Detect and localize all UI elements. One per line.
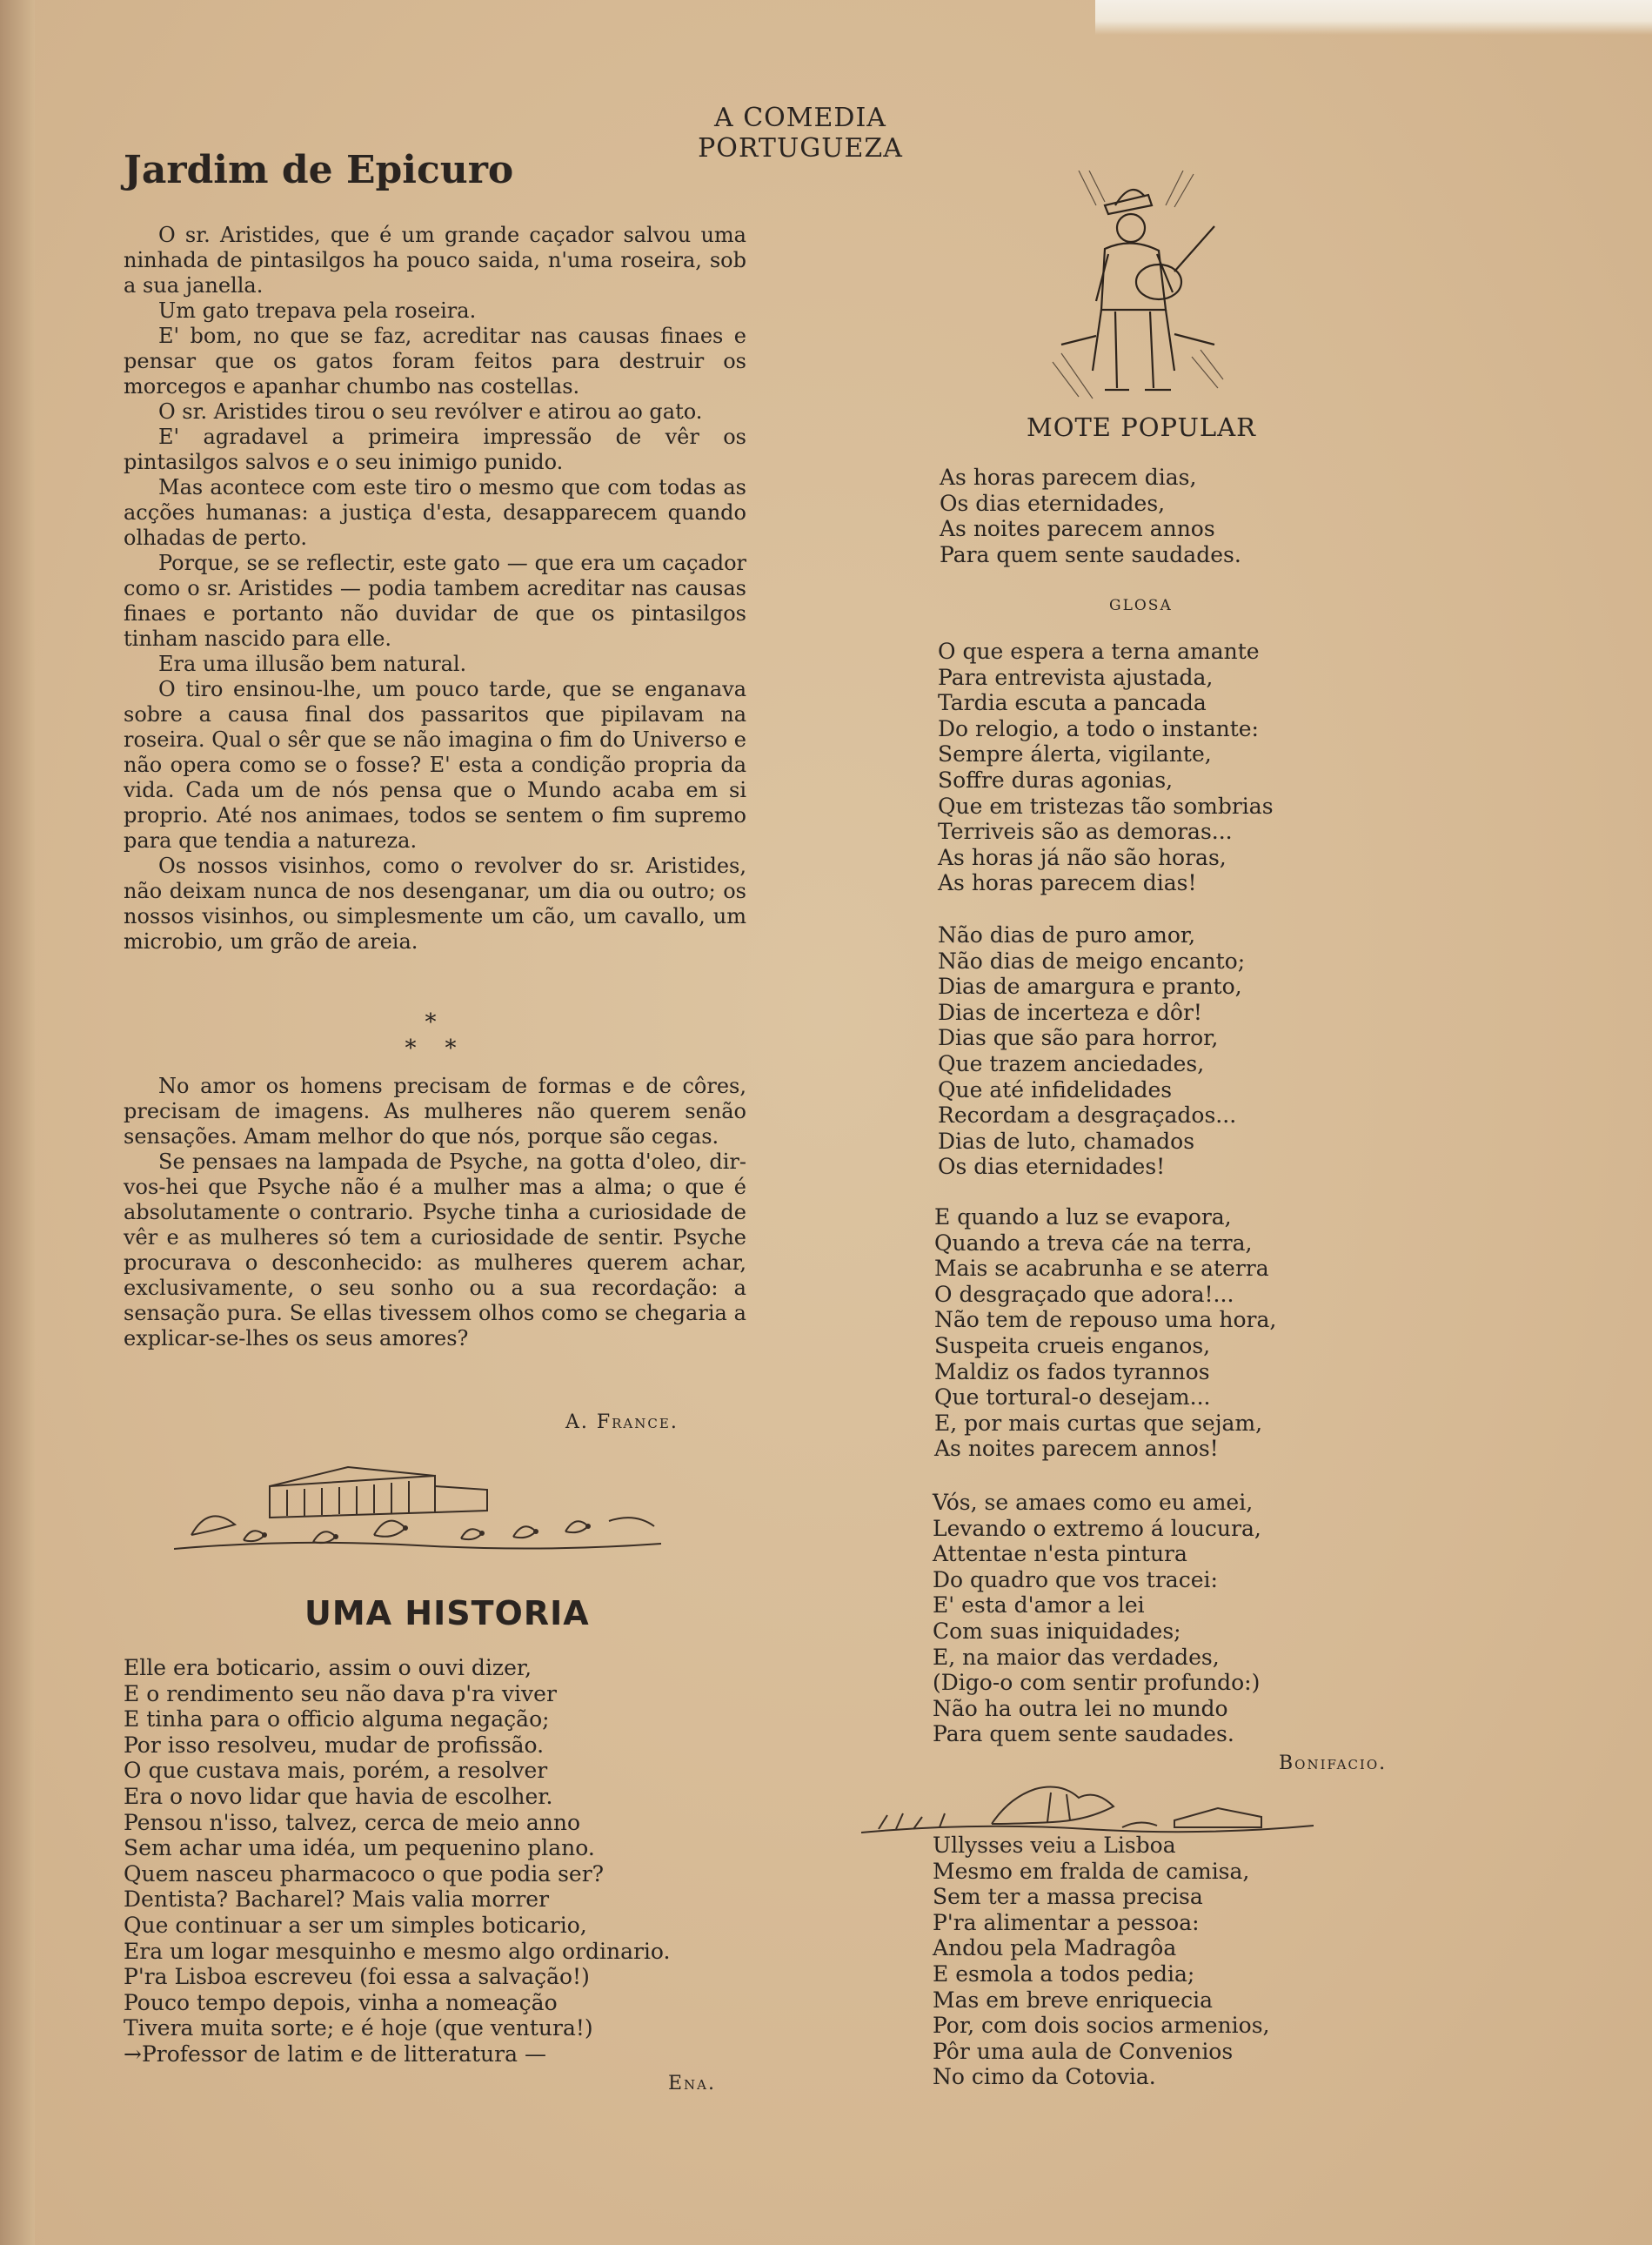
verse-line: Dias de amargura e pranto,: [938, 974, 1242, 1000]
page-gutter: [0, 0, 35, 2245]
verse-line: Não tem de repouso uma hora,: [934, 1307, 1277, 1333]
verse-line: E, na maior das verdades,: [933, 1644, 1220, 1670]
verse-line: Suspeita crueis enganos,: [934, 1332, 1211, 1358]
mote-title: MOTE POPULAR: [1027, 412, 1256, 442]
ullysses-poem: [933, 1833, 1269, 2090]
glosa-stanza-3: [934, 1204, 1276, 1462]
verse-line: Maldiz os fados tyrannos: [934, 1358, 1210, 1384]
verse-line: Ullysses veiu a Lisboa: [933, 1833, 1176, 1858]
verse-line: Andou pela Madragôa: [933, 1935, 1177, 1961]
verse-line: Era o novo lidar que havia de escolher.: [124, 1783, 553, 1809]
paragraph: Mas acontece com este tiro o mesmo que com todas as acções humanas: a justiça d'esta, desapparecem quando olhadas de perto.: [124, 475, 746, 550]
verse-line: Do relogio, a todo o instante:: [938, 715, 1259, 741]
verse-line: Tivera muita sorte; e é hoje (que ventura!): [124, 2015, 593, 2041]
verse-line: Vós, se amaes como eu amei,: [933, 1490, 1254, 1515]
epicuro-signature: A. France.: [565, 1411, 679, 1433]
verse-line: Que até infidelidades: [938, 1076, 1173, 1102]
verse-line: Dias de luto, chamados: [938, 1128, 1195, 1154]
paragraph: Um gato trepava pela roseira.: [158, 298, 477, 323]
verse-line: Pensou n'isso, talvez, cerca de meio anno: [124, 1809, 581, 1835]
paragraph: Era uma illusão bem natural.: [158, 652, 467, 676]
verse-line: Não ha outra lei no mundo: [933, 1695, 1228, 1721]
verse-line: Attentae n'esta pintura: [933, 1541, 1187, 1567]
glosa-stanza-1: [938, 639, 1274, 896]
verse-line: P'ra alimentar a pessoa:: [933, 1909, 1200, 1935]
glosa-stanza-2: [938, 922, 1245, 1180]
verse-line: Que em tristezas tão sombrias: [938, 793, 1274, 819]
verse-line: Sem ter a massa precisa: [933, 1884, 1203, 1910]
paragraph: O sr. Aristides tirou o seu revólver e atirou ao gato.: [158, 399, 703, 424]
epicuro-body-2: [124, 1074, 746, 1351]
verse-line: Dentista? Bacharel? Mais valia morrer: [124, 1886, 550, 1913]
farmyard-illustration: [174, 1451, 661, 1565]
verse-line: Dias de incerteza e dôr!: [938, 999, 1202, 1025]
verse-line: Que continuar a ser um simples boticario,: [124, 1912, 587, 1938]
verse-line: E' esta d'amor a lei: [933, 1592, 1145, 1618]
verse-line: E esmola a todos pedia;: [933, 1960, 1195, 1987]
verse-line: Mais se acabrunha e se aterra: [934, 1256, 1269, 1282]
verse-line: Para entrevista ajustada,: [938, 664, 1214, 690]
paragraph: Os nossos visinhos, como o revolver do sr. Aristides, não deixam nunca de nos desenganar, um dia ou outro; os nossos visinhos, ou simplesmente um cão, um cavallo, um microbio, um grão de areia.: [124, 854, 746, 954]
verse-line: E quando a luz se evapora,: [934, 1204, 1232, 1230]
historia-title: UMA HISTORIA: [304, 1594, 590, 1632]
verse-line: Os dias eternidades!: [938, 1154, 1166, 1180]
separator-stars-bottom: * *: [405, 1035, 457, 1062]
paragraph: Porque, se se reflectir, este gato — que era um caçador como o sr. Aristides — podia tambem acreditar nas causas finaes e portanto não duvidar de que os pintasilgos tinham nascido para elle.: [124, 551, 746, 651]
landscape-vignette: [861, 1763, 1314, 1841]
historia-poem: [124, 1655, 670, 2067]
epicuro-title: Jardim de Epicuro: [124, 148, 514, 192]
verse-line: Levando o extremo á loucura,: [933, 1515, 1261, 1541]
mote-signature: Bonifacio.: [1279, 1752, 1388, 1774]
glosa-label: GLOSA: [1109, 597, 1173, 614]
verse-line: Com suas iniquidades;: [933, 1618, 1181, 1644]
verse-line: As noites parecem annos!: [934, 1436, 1219, 1462]
verse-line: As horas parecem dias,: [940, 465, 1197, 490]
verse-line: Era um logar mesquinho e mesmo algo ordinario.: [124, 1938, 671, 1964]
verse-line: Mesmo em fralda de camisa,: [933, 1858, 1250, 1884]
historia-signature: Ena.: [668, 2073, 717, 2094]
verse-line: Tardia escuta a pancada: [938, 690, 1207, 716]
verse-line: O que custava mais, porém, a resolver: [124, 1758, 548, 1784]
verse-line: E o rendimento seu não dava p'ra viver: [124, 1680, 557, 1706]
paragraph: Se pensaes na lampada de Psyche, na gotta d'oleo, dir-vos-hei que Psyche não é a mulher mas a alma; o que é absolutamente o contrario. Psyche tinha a curiosidade de vêr e as mulheres só tem a curiosidade de sentir. Psyche procurava o desconhecido: as mulheres querem achar, exclusivamente, o seu sonho ou a sua recordação: a sensação pura. Se ellas tivessem olhos como se chegaria a explicar-se-lhes os seus amores?: [124, 1149, 746, 1350]
verse-line: Soffre duras agonias,: [938, 767, 1174, 793]
guitar-player-illustration: [1044, 171, 1227, 405]
glosa-stanza-4: [933, 1490, 1261, 1747]
verse-line: Do quadro que vos tracei:: [933, 1566, 1218, 1592]
verse-line: Pôr uma aula de Convenios: [933, 2038, 1234, 2064]
verse-line: Que tortural-o desejam...: [934, 1384, 1211, 1411]
verse-line: E tinha para o officio alguma negação;: [124, 1706, 550, 1732]
verse-line: Recordam a desgraçados...: [938, 1102, 1237, 1129]
publication-header: A COMEDIA PORTUGUEZA: [698, 103, 903, 164]
verse-line: Dias que são para horror,: [938, 1025, 1219, 1051]
verse-line: Sempre álerta, vigilante,: [938, 741, 1212, 767]
verse-line: O que espera a terna amante: [938, 639, 1260, 664]
paragraph: E' agradavel a primeira impressão de vêr os pintasilgos salvos e o seu inimigo punido.: [124, 425, 746, 474]
verse-line: Quem nasceu pharmacoco o que podia ser?: [124, 1860, 605, 1886]
verse-line: (Digo-o com sentir profundo:): [933, 1670, 1261, 1696]
separator-star-top: *: [425, 1009, 437, 1035]
verse-line: Por, com dois socios armenios,: [933, 2013, 1270, 2039]
verse-line: O desgraçado que adora!...: [934, 1281, 1234, 1307]
verse-line: Sem achar uma idéa, um pequenino plano.: [124, 1835, 595, 1861]
verse-line: →Professor de latim e de litteratura —: [124, 2041, 546, 2067]
verse-line: Não dias de puro amor,: [938, 922, 1196, 948]
verse-line: As noites parecem annos: [940, 516, 1215, 542]
verse-line: As horas já não são horas,: [938, 844, 1227, 870]
torn-edge: [1095, 0, 1652, 35]
paragraph: No amor os homens precisam de formas e de côres, precisam de imagens. As mulheres não querem senão sensações. Amam melhor do que nós, porque são cegas.: [124, 1074, 746, 1149]
paragraph: E' bom, no que se faz, acreditar nas causas finaes e pensar que os gatos foram feitos para destruir os morcegos e apanhar chumbo nas costellas.: [124, 324, 746, 399]
paragraph: O tiro ensinou-lhe, um pouco tarde, que se enganava sobre a causa final dos passaritos que pipilavam na roseira. Qual o sêr que se não imagina o fim do Universo e não opera como se o fosse? E' esta a condição propria da vida. Cada um de nós pensa que o Mundo acaba em si proprio. Até nos animaes, todos se sentem o fim supremo para que tendia a natureza.: [124, 677, 746, 853]
verse-line: E, por mais curtas que sejam,: [934, 1410, 1263, 1436]
verse-line: Para quem sente saudades.: [940, 541, 1241, 567]
verse-line: No cimo da Cotovia.: [933, 2064, 1156, 2090]
verse-line: Elle era boticario, assim o ouvi dizer,: [124, 1655, 532, 1680]
verse-line: Não dias de meigo encanto;: [938, 948, 1246, 974]
verse-line: Para quem sente saudades.: [933, 1721, 1234, 1747]
verse-line: Pouco tempo depois, vinha a nomeação: [124, 1989, 558, 2015]
verse-line: Quando a treva cáe na terra,: [934, 1230, 1253, 1256]
section-separator: [383, 1009, 478, 1062]
paragraph: O sr. Aristides, que é um grande caçador salvou uma ninhada de pintasilgos ha pouco saida, n'uma roseira, sob a sua janella.: [124, 223, 746, 298]
verse-line: As horas parecem dias!: [938, 870, 1197, 896]
verse-line: Terriveis são as demoras...: [938, 819, 1233, 845]
mote-stanza: [940, 465, 1241, 567]
verse-line: Por isso resolveu, mudar de profissão.: [124, 1732, 545, 1758]
epicuro-body: [124, 223, 746, 955]
verse-line: Os dias eternidades,: [940, 490, 1166, 516]
verse-line: Mas em breve enriquecia: [933, 1987, 1213, 2013]
verse-line: Que trazem anciedades,: [938, 1050, 1205, 1076]
verse-line: P'ra Lisboa escreveu (foi essa a salvação!): [124, 1964, 590, 1990]
